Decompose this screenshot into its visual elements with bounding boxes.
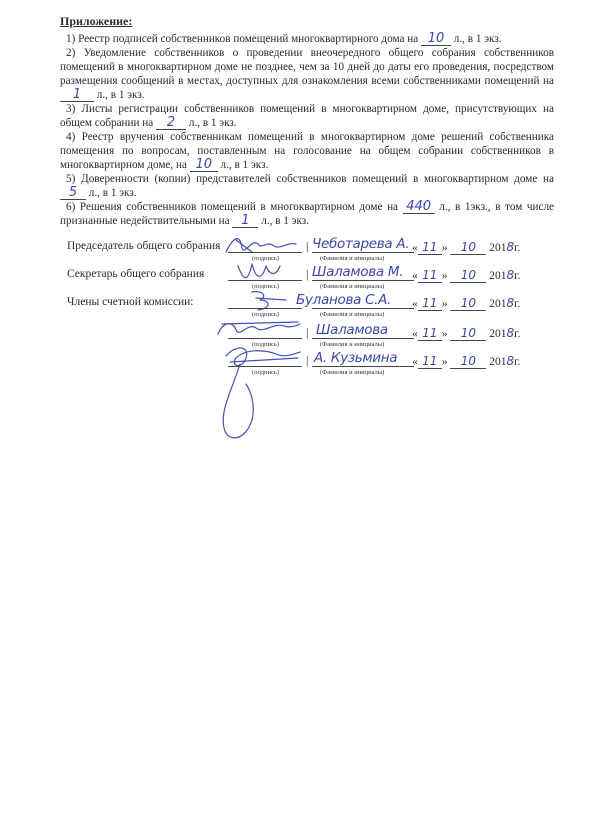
signature-date: « 11 » 10 2018г. [412, 326, 521, 340]
appendix-item-3 [60, 102, 554, 130]
name-caption: (Фамилия и инициалы) [320, 341, 385, 348]
name-caption: (Фамилия и инициалы) [320, 369, 385, 376]
handwritten-value: 5 [60, 187, 86, 200]
signer-name: Чеботарева А. [312, 236, 410, 252]
item-text: 1) Реестр подписей собственников помещений многоквартирного дома на [66, 33, 419, 45]
signer-name: А. Кузьмина [314, 350, 398, 366]
item-text: л., в 1экз., в том числе признанные недействительными на [60, 201, 555, 227]
name-caption: (Фамилия и инициалы) [320, 283, 385, 290]
handwritten-value: 1 [232, 215, 258, 228]
item-text: л., в 1 экз. [96, 89, 145, 101]
appendix-heading: Приложение: [60, 14, 133, 28]
item-text: л., в 1 экз. [453, 33, 502, 45]
signer-name: Буланова С.А. [296, 292, 392, 308]
signature-row-chairman: Председатель общего собрания (подпись) | Чеботарева А. (Фамилия и инициалы) « 11 » 10 2018г. [0, 240, 600, 272]
signature-row-commission-3: (подпись) | А. Кузьмина (Фамилия и инициалы) « 11 » 10 2018г. [0, 354, 600, 386]
signature-row-secretary: Секретарь общего собрания (подпись) | Шаламова М. (Фамилия и инициалы) « 11 » 10 2018г. [0, 268, 600, 300]
item-text: 4) Реестр вручения собственникам помещений в многоквартирном доме решений собственника помещения по вопросам, поставленным на голосование на общем собрании собственников в многоквартирном доме, на [60, 131, 554, 171]
signer-role: Секретарь общего собрания [67, 268, 205, 280]
appendix-item-2 [60, 46, 554, 102]
handwritten-value: 10 [190, 159, 218, 172]
signature-date: « 11 » 10 2018г. [412, 240, 521, 254]
item-text: л., в 1 экз. [261, 215, 309, 227]
appendix-item-5 [60, 172, 554, 200]
item-text: 2) Уведомление собственников о проведении внеочередного общего собрания собственников помещений в многоквартирном доме не позднее, чем за 10 дней до даты его проведения, посредством размещения сообщений в местах, доступных для ознакомления всеми собственниками помещений на [60, 47, 554, 87]
appendix-item-6 [60, 200, 554, 228]
handwritten-value: 440 [403, 201, 435, 214]
signature-row-commission-2: (подпись) | Шаламова (Фамилия и инициалы) « 11 » 10 2018г. [0, 326, 600, 358]
signature-caption: (подпись) [252, 255, 279, 262]
appendix-item-1 [60, 32, 554, 46]
item-text: л., в 1 экз. [188, 117, 237, 129]
signature-date: « 11 » 10 2018г. [412, 354, 521, 368]
handwritten-value: 1 [60, 89, 94, 102]
name-caption: (Фамилия и инициалы) [320, 311, 385, 318]
item-text: 6) Решения собственников помещений в многоквартирном доме на [66, 201, 399, 213]
handwritten-value: 2 [156, 117, 186, 130]
item-text: л., в 1 экз. [220, 159, 269, 171]
handwritten-signature [206, 340, 306, 450]
signer-role: Члены счетной комиссии: [67, 296, 194, 308]
appendix-item-4 [60, 130, 554, 172]
signer-role: Председатель общего собрания [67, 240, 221, 252]
item-text: 3) Листы регистрации собственников помещений в многоквартирном доме, присутствующих на общем собрании на [60, 103, 554, 129]
item-text: 5) Доверенности (копии) представителей собственников помещений в многоквартирном доме на [66, 173, 554, 185]
signature-caption: (подпись) [252, 283, 279, 290]
signer-name: Шаламова М. [312, 264, 404, 280]
item-text: л., в 1 экз. [88, 187, 137, 199]
signature-date: « 11 » 10 2018г. [412, 296, 521, 310]
signature-caption: (подпись) [252, 311, 279, 318]
signature-caption: (подпись) [252, 341, 279, 348]
signature-caption: (подпись) [252, 369, 279, 376]
signer-name: Шаламова [316, 322, 388, 338]
handwritten-value: 10 [421, 33, 451, 46]
name-caption: (Фамилия и инициалы) [320, 255, 385, 262]
signature-date: « 11 » 10 2018г. [412, 268, 521, 282]
